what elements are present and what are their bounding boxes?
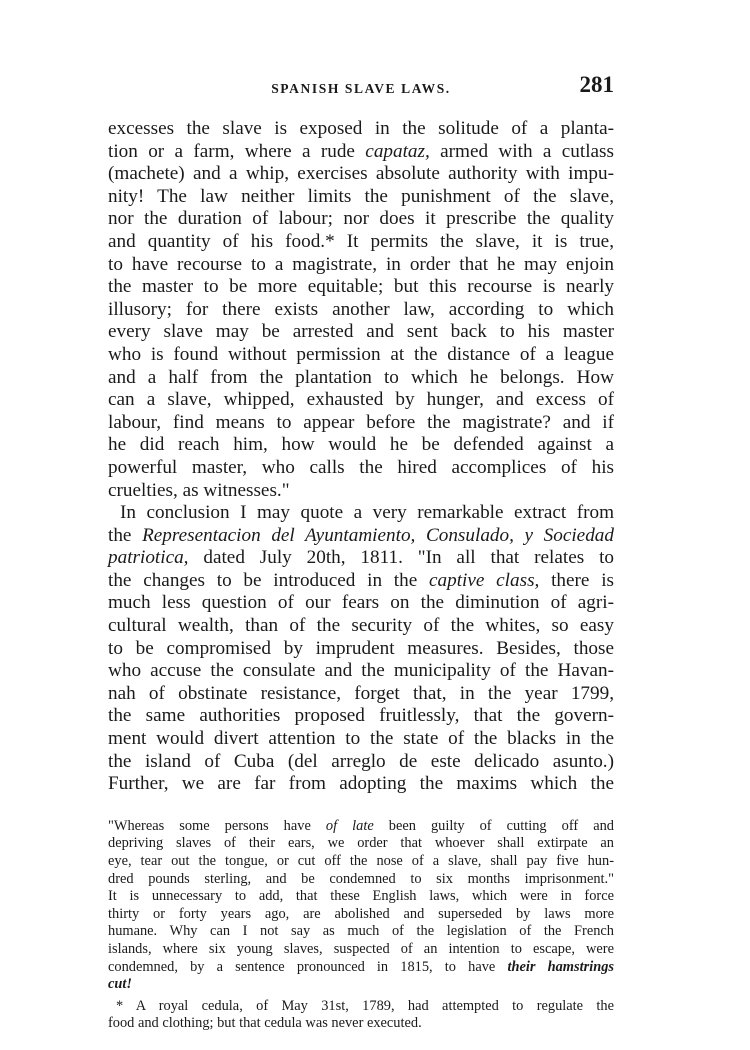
body-line [108,367,614,390]
line-segment: depriving slaves of their ears, we order that whoever shall extirpate an [108,835,614,852]
body-line [108,638,614,661]
line-segment: every slave may be arrested and sent back to his master [108,321,614,343]
line-segment: been guilty of cutting off and [373,817,615,834]
footnote-line [108,906,614,924]
running-title: SPANISH SLAVE LAWS. [271,81,451,96]
footnote-line [108,871,614,889]
line-segment: condemned, by a sentence pronounced in 1815, to have [108,958,508,975]
body-line [108,186,614,209]
line-segment: humane. Why can I not say as much of the legislation of the French [108,923,614,940]
body-line [108,728,614,751]
line-segment: cut! [108,976,132,993]
page-number: 281 [579,72,614,97]
line-segment: he did reach him, how would he be defended against a [108,434,614,456]
body-line [108,525,614,548]
line-segment: much less question of our fears on the diminution of agri- [108,592,614,614]
line-segment: and a half from the plantation to which he belongs. How [108,366,614,388]
line-segment: the changes to be introduced in the [108,569,429,591]
line-segment: nah of obstinate resistance, forget that, in the year 1799, [108,682,614,704]
line-segment: the same authorities proposed fruitlessly, that the govern- [108,705,614,727]
body-line [108,231,614,254]
line-segment: thirty or forty years ago, are abolished and superseded by laws more [108,905,614,922]
footnotes [108,818,614,1033]
body-line [108,344,614,367]
book-page [108,72,614,1033]
line-segment: captive class, [429,569,540,591]
footnote-line [108,835,614,853]
body-line [108,208,614,231]
line-segment: can a slave, whipped, exhausted by hunger, and excess of [108,389,614,411]
line-segment: Further, we are far from adopting the maxims which the [108,773,614,795]
body-line [108,163,614,186]
line-segment: eye, tear out the tongue, or cut off the nose of a slave, shall pay five hun- [108,853,614,869]
line-segment: patriotica, [108,547,189,569]
line-segment: It is unnecessary to add, that these English laws, which were in force [108,888,614,905]
footnote-line [108,941,614,959]
body-line [108,141,614,164]
body-line [108,480,614,503]
running-head [108,72,614,102]
body-line [108,412,614,435]
footnote-line [108,976,614,994]
body-line [108,254,614,277]
body-line [108,615,614,638]
line-segment: dated July 20th, 1811. "In all that relates to [188,547,614,569]
line-segment: tion or a farm, where a rude [108,140,366,162]
line-segment: their hamstrings [507,958,614,975]
footnote-line [108,923,614,941]
footnote-line [108,818,614,836]
line-segment: dred pounds sterling, and be condemned to six months imprisonment." [108,870,614,887]
body-line [108,705,614,728]
line-segment: (machete) and a whip, exercises absolute authority with impu- [108,163,614,185]
line-segment: to be compromised by imprudent measures. Besides, those [108,637,614,659]
body-line [108,502,614,525]
body-line [108,389,614,412]
line-segment: nor the duration of labour; nor does it prescribe the quality [108,208,614,230]
body-line [108,547,614,570]
line-segment: the master to be more equitable; but this recourse is nearly [108,276,614,298]
body-line [108,683,614,706]
body-line [108,457,614,480]
line-segment: who is found without permission at the distance of a league [108,343,614,365]
line-segment: of late [325,817,374,834]
line-segment: to have recourse to a magistrate, in order that he may enjoin [108,253,614,275]
body-text [108,118,614,796]
line-segment: there is [539,569,614,591]
footnote-line [108,888,614,906]
line-segment: In conclusion I may quote a very remarkable extract from [120,502,614,524]
line-segment: the [108,524,143,546]
line-segment: islands, where six young slaves, suspected of an intention to escape, were [108,940,614,957]
body-line [108,434,614,457]
line-segment: who accuse the consulate and the municipality of the Havan- [108,660,614,682]
line-segment: powerful master, who calls the hired accomplices of his [108,456,614,478]
line-segment: "Whereas some persons have [108,817,326,834]
line-segment: armed with a cutlass [429,140,614,162]
body-line [108,773,614,796]
body-line [108,751,614,774]
body-line [108,321,614,344]
line-segment: Representacion del Ayuntamiento, Consulado, y Sociedad [142,524,614,546]
line-segment: excesses the slave is exposed in the solitude of a planta- [108,118,614,139]
body-line [108,570,614,593]
line-segment: nity! The law neither limits the punishment of the slave, [108,185,614,207]
footnote-line [108,959,614,977]
line-segment: ment would divert attention to the state of the blacks in the [108,728,614,750]
line-segment: food and clothing; but that cedula was never executed. [108,1015,422,1032]
footnote-line [108,1015,614,1033]
line-segment: capataz, [365,140,430,162]
body-line [108,592,614,615]
line-segment: labour, find means to appear before the magistrate? and if [108,411,614,433]
body-line [108,299,614,322]
body-line [108,118,614,141]
line-segment: * A royal cedula, of May 31st, 1789, had attempted to regulate the [116,997,614,1014]
footnote-line [108,853,614,871]
line-segment: illusory; for there exists another law, according to which [108,298,614,320]
body-line [108,276,614,299]
line-segment: cruelties, as witnesses." [108,479,290,501]
footnote-line [108,998,614,1016]
line-segment: cultural wealth, than of the security of the whites, so easy [108,615,614,637]
body-line [108,660,614,683]
line-segment: and quantity of his food.* It permits the slave, it is true, [108,230,614,252]
line-segment: the island of Cuba (del arreglo de este delicado asunto.) [108,750,614,772]
